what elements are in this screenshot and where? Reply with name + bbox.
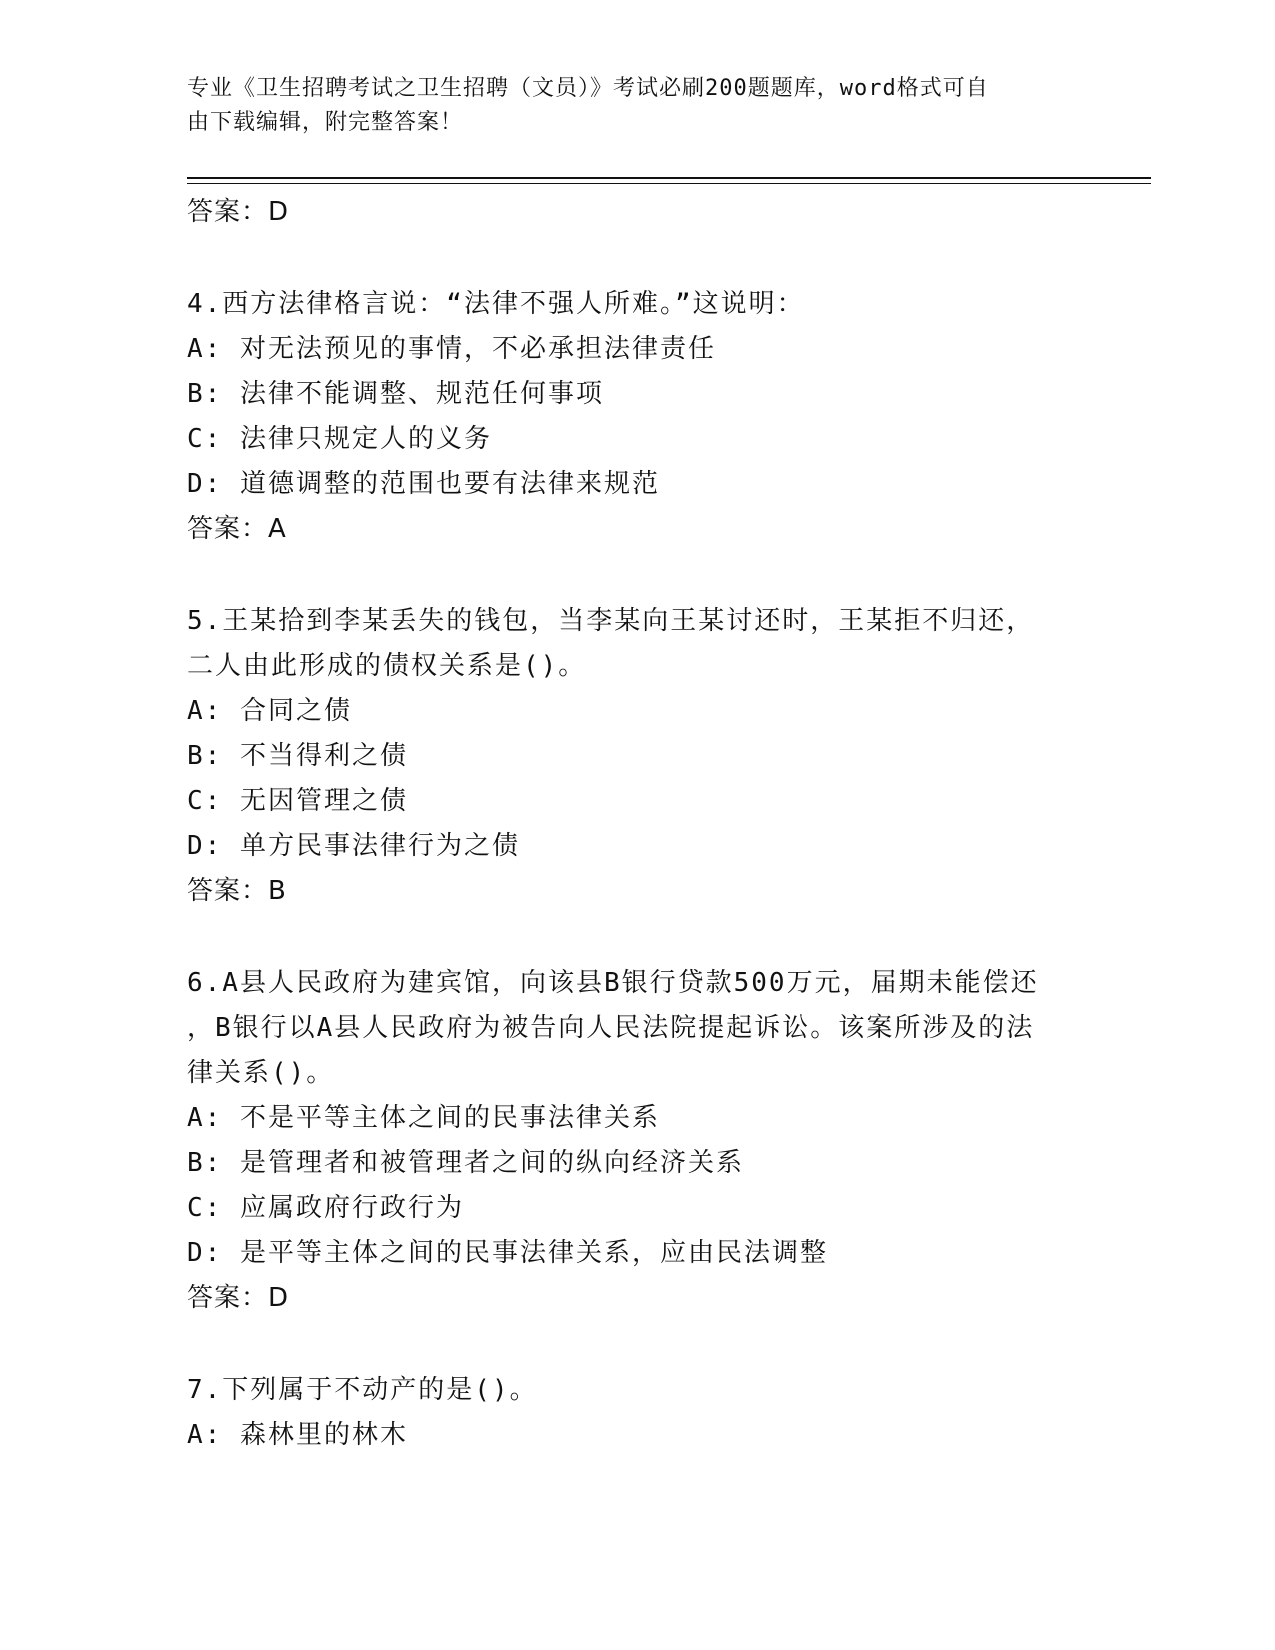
- header-divider-thick: [187, 177, 1151, 179]
- option-c: C: 应属政府行政行为: [187, 1193, 464, 1223]
- spacer: [187, 914, 1087, 961]
- answer-line: 答案：B: [187, 876, 287, 906]
- header-line-2: 由下载编辑，附完整答案！: [187, 110, 464, 135]
- header-line-1: 专业《卫生招聘考试之卫生招聘（文员）》考试必刷200题题库，word格式可自: [187, 76, 989, 101]
- page-header: [187, 72, 1067, 140]
- header-divider-thin: [187, 183, 1151, 184]
- question-stem: ，B银行以A县人民政府为被告向人民法院提起诉讼。该案所涉及的法: [187, 1013, 1035, 1043]
- spacer: [187, 1321, 1087, 1368]
- question-stem: 5.王某拾到李某丢失的钱包，当李某向王某讨还时，王某拒不归还，: [187, 606, 1035, 636]
- option-a: A: 合同之债: [187, 696, 352, 726]
- option-d: D: 道德调整的范围也要有法律来规范: [187, 469, 660, 499]
- option-a: A: 不是平等主体之间的民事法律关系: [187, 1103, 660, 1133]
- question-stem: 7.下列属于不动产的是()。: [187, 1375, 538, 1405]
- question-stem: 6.A县人民政府为建宾馆，向该县B银行贷款500万元，届期未能偿还: [187, 968, 1039, 998]
- question-list: [187, 190, 1087, 1458]
- option-d: D: 是平等主体之间的民事法律关系，应由民法调整: [187, 1238, 828, 1268]
- option-b: B: 是管理者和被管理者之间的纵向经济关系: [187, 1148, 744, 1178]
- question-4: [187, 282, 1087, 552]
- spacer: [187, 235, 1087, 282]
- option-a: A: 森林里的林木: [187, 1420, 408, 1450]
- spacer: [187, 552, 1087, 599]
- option-c: C: 法律只规定人的义务: [187, 424, 492, 454]
- option-c: C: 无因管理之债: [187, 786, 408, 816]
- question-7: [187, 1368, 1087, 1458]
- question-6: [187, 961, 1087, 1321]
- option-a: A: 对无法预见的事情，不必承担法律责任: [187, 334, 716, 364]
- option-d: D: 单方民事法律行为之债: [187, 831, 520, 861]
- question-stem: 律关系()。: [187, 1058, 335, 1088]
- previous-answer: 答案：D: [187, 197, 290, 227]
- question-stem: 二人由此形成的债权关系是()。: [187, 651, 587, 681]
- answer-line: 答案：A: [187, 514, 287, 544]
- answer-line: 答案：D: [187, 1283, 290, 1313]
- option-b: B: 不当得利之债: [187, 741, 408, 771]
- question-5: [187, 599, 1087, 914]
- option-b: B: 法律不能调整、规范任何事项: [187, 379, 604, 409]
- question-stem: 4.西方法律格言说：“法律不强人所难。”这说明：: [187, 289, 805, 319]
